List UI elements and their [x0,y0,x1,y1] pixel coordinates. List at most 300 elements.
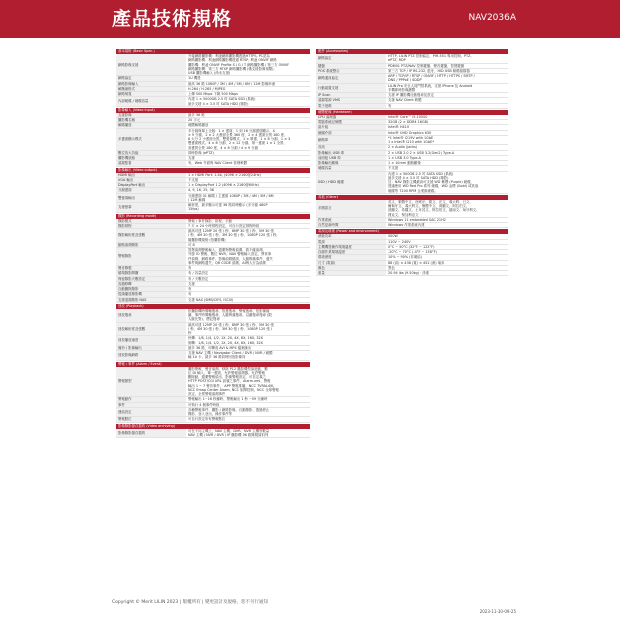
spec-value [186,323,310,336]
spec-label: 尺寸 (電源) [316,261,386,265]
spec-label: 網路協定 [316,54,386,63]
spec-row [116,323,310,337]
section-header: 其他 (Other) [316,195,508,200]
spec-value-line: 1 x Intel® I210 with 1GbE* [388,140,434,144]
spec-value-line: 警報輸出 1~16 秒鐘時、警報輸出 1 秒 ~59 分鐘時 [188,397,268,402]
spec-value-line: 雙畫面模式、4 × 8 分割、2 × 12 分割、第一畫面 1 × 1 全景、 [188,141,287,146]
section-header: 影像錄影儲存器的 (Video archiving) [116,424,310,429]
spec-value [186,178,310,182]
spec-value [386,115,508,119]
spec-label: 攝影機名稱 [116,118,186,122]
spec-value-line: / 秒、4M 30 張 / 秒、3M 30 張 / 秒、1080P 120 張 / [188,326,272,331]
spec-row [116,408,310,418]
spec-label: 錄影排程 [116,224,186,228]
section-header: 回放 (Playback) [116,304,310,309]
spec-label: 分割畫面 [116,188,186,192]
spec-label: 遠端電源 VMS [316,98,386,102]
model-number: NAV2036A [468,13,516,23]
spec-value-line: 件偵測、網路事件、影像偵測錯誤、人臉辨識事件、遺失 [188,256,273,261]
spec-value [386,255,508,259]
spec-label: 電子遊戲 [316,104,386,108]
spec-value [186,429,310,438]
spec-value [186,292,310,296]
spec-label: 聲音錄製 [116,266,186,270]
spec-row [116,97,310,107]
spec-value-line: 可 8 [188,242,195,247]
spec-label: HDMI 輸出 [116,173,186,177]
spec-label: 從頭播放錄影機 [116,292,186,296]
section-header: 電源及環境 (Power and environment) [316,229,508,234]
spec-value [386,125,508,129]
spec-value-line: 智慧偵測警報輸入、遺棄物警報偵測、我不確偵測、 [188,248,266,252]
spec-value [386,84,508,93]
spec-value-line: 1 × 10mm 動態顯像 [388,161,421,165]
spec-label: 影像輸出 USB 埠 [316,151,386,155]
footer-date: 2023-11-30-09-25 [479,609,516,614]
spec-value [386,151,508,155]
spec-label: 事件 [116,403,186,407]
spec-label: 網路影像輸入 [116,82,186,86]
spec-value [186,156,310,160]
spec-label: 主機機殼操作環境溫度 [316,245,386,249]
spec-value [386,250,508,254]
spec-value [186,243,310,247]
spec-value-line: 最多 36 路、可轉成 AVI & MP4 檔案匯出 [188,345,252,350]
spec-value-line: 秒 [188,331,192,335]
spec-label: 循環錄影開關 [116,271,186,275]
spec-value-line: 各種警報事件、攝影 / 網路影像、自動錄影、透過停止 [188,407,270,412]
spec-value-line: 攝影警報、聲音偵測、移除 P12 攝影機型偵遊動、數 [188,366,268,371]
spec-value-line: × 9 分割、2 × 2 大畫面全景 360 度、2 × 4 畫面全景 180 度、 [188,132,288,137]
spec-value-line: 可執行 4 個事件時段 [188,402,220,407]
spec-value [186,161,310,165]
spec-value-line: NAV 主機 / NVR / DVR / IP 攝影機 36 路錄製資料列 [188,432,269,437]
section-header: 警報 / 事件 (Alarm / Event) [116,362,310,367]
spec-value [386,271,508,275]
spec-column-right [316,48,508,276]
spec-row [116,194,310,204]
spec-label: 作業系統 [316,218,386,222]
spec-value-line: 1 × HDMI Port: 1.4b, (4096 × 2160@24Hz) [188,172,261,177]
spec-label: 消耗功率 [316,234,386,238]
spec-value-line: 110V ~ 240V [388,239,411,244]
spec-value-line: 輸出 1 ~ 7 聲音事件、 APP 警報推播、NCC TVRAL4/K, [188,383,275,388]
spec-value [186,82,310,86]
spec-row [316,74,508,84]
spec-value-line: 即時影像 (ePTZ) [188,150,214,155]
spec-value [186,113,310,117]
spec-value [386,266,508,270]
spec-value-line: 輸 1U 卡，最多 36 路同時回放影像同 [188,355,246,360]
spec-label: 解碼播放 [116,123,186,127]
spec-value [386,98,508,102]
spec-label: 影像輸出顯像 [316,161,386,165]
spec-value-line: 支援 NAV 主機 / Navigator Client / DVR / NVR / 硬體 [188,351,273,355]
spec-value-line: 葡萄牙文、義大利文、簡體中文、荷蘭文、阿拉伯文、 [388,204,470,208]
spec-value-line: 手機即時影像瀏覽 [388,87,416,92]
spec-value-line: 網路攝影機：第三方 RTSP 網路攝影機 (僅支援影像預覽), [188,66,275,71]
spec-value-line: HTTP POST/CGI URL 訊號之事件、Alarm.xml、警報 [188,379,271,384]
section-header: 硬體配備 (Hardware) [316,110,508,115]
spec-value-line: 10% ~ 90% (非凝結) [388,255,422,260]
spec-value-line: 20 字元 [188,118,201,122]
spec-label: 解壓縮格式 [116,87,186,91]
spec-label: 行動裝置支援 [316,84,386,93]
spec-value-line: 有 [388,103,392,108]
spec-label: VGA 輸出 [116,178,186,182]
spec-value [386,240,508,244]
spec-label: 遠端監看 [116,161,186,165]
spec-value-line: 位 DI 輸入、單一畫面、允許警報偵測器、允許警報 [188,370,265,375]
spec-value [386,223,508,227]
header-banner [0,0,620,38]
spec-value-line: 最多支援 4 × 3.5 吋 SATA HDD (錄影) [188,101,249,106]
spec-value-line: 第三方 TCP / IP RS-232, 藍牙，HID USB 條碼掃描器 [388,68,470,73]
section-header: 基本規格 (Basic Spec.) [116,49,310,54]
spec-label: 攝影機狀態 [116,156,186,160]
spec-label: 重量 [316,271,386,275]
spec-value-line: 500W [388,234,398,239]
section-header: 配件 (Accessories) [316,49,508,54]
spec-label: 存儲作業環境溫度 [316,250,386,254]
spec-label: 鍵盤 [316,64,386,68]
spec-row [316,54,508,64]
spec-value-line: 人臉比對)、標記搜尋 [188,317,220,322]
spec-label: 影像錄影儲存器的 [116,429,186,438]
spec-row [316,223,508,228]
spec-value [386,120,508,124]
spec-value-line: 20.94 lbs (9.50kg) · 淨重 [388,271,430,275]
spec-value [386,218,508,222]
spec-label: 電源 [316,240,386,244]
spec-value-line: 2 × USB 2.0 2 × USB 3.2(Gen2) Type-A [388,150,455,155]
spec-value-line: 上傳 500 Mbps 下載 500 Mbps [188,92,238,96]
spec-value-line: 32GB (2 × DDR4 16GB) [388,120,429,124]
spec-value [186,203,310,212]
spec-value-line: HTTP, LILIN PTZ 控制協定、PIH-551 專用控制、PTZ, [388,54,472,58]
spec-value-line: *1 Intel® I219V with 1GbE [388,135,434,140]
spec-value-line: 錄影、登入登出、操作事件等 [188,412,233,416]
spec-value [386,166,508,170]
spec-value-line: 可自行設定所有警報點位 [188,417,226,422]
spec-value-line: 設定、全景警報偵測事件 [188,392,226,396]
spec-value-line: Windows 作業系統內建 [388,223,425,227]
spec-label: 繪圖介面 [316,131,386,135]
spec-label: 前面板 USB 埠 [316,156,386,160]
spec-value [186,183,310,187]
spec-label: 音訊 [316,145,386,149]
spec-value [386,93,508,97]
spec-value [386,131,508,135]
spec-value-line: 最高可達 12MP 20 張 / 秒、8MP 30 張 / 秒、5M 30 張 [188,322,274,327]
spec-row [116,429,310,439]
spec-label: 顏色 [316,266,386,270]
spec-value-line: 英文、繁體中文、西班牙、德文、法文、義大利、日文、 [388,199,473,204]
spec-value [386,161,508,165]
spec-row [116,309,310,323]
spec-label: IP Scan [316,93,386,97]
spec-value-line: 網路攝影機：利凌網路攝影機透過 RTSP, 利凌 ONVIF 網路 [188,58,277,63]
spec-value-line: 支援 IP 攝影機自動搜尋及設定 [388,93,434,97]
spec-value-line: 黑色 [388,265,395,270]
spec-value-line: / 秒、4M 30 張 / 秒、3M 30 張 / 秒、1080P 120 張 / 秒， [188,233,280,238]
spec-value-line: ePTZ, RDP [388,58,406,63]
spec-label: 警報動作 [116,397,186,401]
spec-value-line: 4, 9, 16, 25, 36 [188,188,214,193]
spec-value [186,346,310,350]
spec-label: 容錯移轉 [116,282,186,286]
spec-value [186,282,310,286]
spec-value-line: 刪除動、遺棄警報偵出、影像警報設定、可自定義之 [188,375,266,379]
spec-row [316,172,508,194]
spec-value-line: 1 × DisplayPort 1.2 (4096 × 2160@60Hz) [188,183,259,187]
spec-label: 錄影模式 [116,219,186,223]
section-header: 影像輸出 (Video output) [116,168,310,173]
spec-value-line: 捷克文、保加利亞文 [388,212,419,217]
spec-value-line: 硬碟等 7200 RPM 企業級硬碟。 [388,188,438,193]
spec-row [116,203,310,213]
spec-value [186,298,310,302]
spec-label: POS 系統整合 [316,69,386,73]
spec-value-line: LILIN Pro 安全人員門禁系統，支援 iPhone 及 Android [388,83,473,88]
spec-label: 數位放大功能 [116,151,186,155]
spec-value [186,188,310,192]
spec-value-line: 倒轉：1/8, 1/4, 1/2, 1X, 2X, 4X, 8X, 16X, 32X [188,340,263,345]
spec-row [116,248,310,266]
spec-value [186,173,310,177]
spec-value [186,219,310,223]
spec-value [186,97,310,106]
spec-value [186,367,310,397]
section-header: 錄影 (Recording mode) [116,214,310,219]
spec-row [316,104,508,109]
spec-value [386,200,508,217]
spec-value [186,129,310,150]
spec-label: 保留錄影天數設定 [116,277,186,281]
spec-value-line: 外掛 IO 警報、數位 NVR、NAV 警報輸入設定、異常事 [188,252,272,257]
spec-value [386,145,508,149]
spec-value [186,123,310,127]
spec-value-line: H.264 / H.265 / MJPEG [188,86,226,91]
spec-label: 備份 / 影像輸出 [116,346,186,350]
spec-value [186,271,310,275]
spec-value-line: / 12M 解碼 [188,197,206,202]
spec-row [116,336,310,346]
spec-value-line: 硬體解碼播放 [188,123,209,128]
spec-value [186,417,310,421]
spec-value-line: 外接網路攝影機：利凌網路攝影機透過HTTPS, PC認為 [188,54,270,58]
spec-label: 回放解析度及張數 [116,323,186,336]
spec-value [386,104,508,108]
spec-label: 網路協定 [116,76,186,80]
spec-value-line: 支援 [188,156,195,160]
spec-label: 晶片組 [316,125,386,129]
spec-value [186,229,310,242]
spec-value-line: 攝影機：利凌 ONVIF Profile S / G / T 網路攝影機 / 第三方 ONVIF [188,62,290,67]
spec-value [186,336,310,345]
spec-value [386,172,508,193]
spec-value-line: 事件與網路遺失、QR CODE 偵測、AI辨人行為偵測 [188,260,266,265]
spec-value [186,76,310,80]
spec-label: 網路埠 [316,136,386,145]
spec-label: 支援遠端錄影 NAS [116,298,186,302]
spec-label: 警報點位 [116,417,186,421]
spec-label: DisplayPort 輸出 [116,183,186,187]
spec-value [386,74,508,83]
spec-value-line: 註：NAV 錄影主機最高可支援 WD 紫標 (Purple) 硬碟， [388,180,474,184]
spec-value-line: Intel® Core™ i5-10500 [388,114,428,119]
spec-label: 動態偵測錄影 [116,243,186,247]
spec-value-line: Intel® H410 [388,125,409,130]
spec-value-line: 最多支援 4 × 3.5 吋 SATA HDD (錄影) [388,175,449,180]
spec-value [386,69,508,73]
spec-value [186,118,310,122]
spec-value [186,151,310,155]
spec-value-line: 隨攝影機規格 (依攝影機) [188,237,226,242]
spec-label: 多畫面顯示模式 [116,129,186,150]
spec-value [186,54,310,75]
spec-row [316,136,508,146]
spec-value-line: 有 / 容量設定 [188,271,209,276]
spec-value-line: 高畫質全景 180 度、4 × 8 分割 / 4 × 9 分割 [188,145,258,150]
spec-value-line: 有 [188,266,192,270]
spec-label: CPU 處理器 [316,115,386,119]
spec-value-line: PDM01 PTZ/NAV 控制鍵盤、聲音鍵盤、智慧鍵盤 [388,63,465,68]
spec-value-line: 最多 36 路 [188,112,205,117]
spec-value [186,224,310,228]
spec-row [116,54,310,76]
spec-label: 多國語言 [316,200,386,217]
spec-value-line: DNS / PPPoE / SDDP [388,78,422,83]
spec-value-line: 15fps) [188,207,199,212]
page-title: 產品技術規格 [112,8,233,30]
spec-value [186,248,310,265]
spec-value-line: 不支援 [188,177,199,182]
spec-label: 網路頻寬 [116,92,186,96]
spec-value-line: 不支援 [388,166,399,171]
spec-value-line: NCC Emap Center Alarm, NCC 矩陣控制、NCC 全球警報 [188,387,279,392]
spec-label: 連結設定 [116,408,186,417]
spec-value-line: 88 (高) × 438 (寬) × 452 (深) 毫米 [388,260,445,265]
spec-row [316,84,508,94]
spec-value-line: 支援 NAV Client 軟體 [388,98,422,103]
spec-value-line: USB 攝影機輸入 (尚未支援) [188,71,231,75]
spec-value-line: 2 × Audio (jacks) [388,145,418,150]
spec-label: 雙螢幕輸出 [116,194,186,203]
spec-label: 支援影像 [116,113,186,117]
spec-value-line: 最高 36 路 1080P / 3M / 4M / 5M / 6M / 12M 影像串流 [188,81,276,86]
spec-value-line: 有 / 天數設定 [188,276,209,281]
spec-value-line: 圖、事件時間軸搜尋、人臉辨識搜尋、以圖搜尋搜尋 (限 [188,313,272,317]
spec-value [186,397,310,401]
spec-row [116,417,310,422]
spec-value-line: 最高可達 12MP 20 張 / 秒、8MP 30 張 / 秒、5M 30 張 [188,229,274,233]
spec-value-line: 6 大分 2 小畫面全景、雙螢幕模式、1 × 單畫、1 × 8 分割、1 × 3 [188,137,291,141]
spec-value-line: 警報 / 事件錄影、排程、手動 [188,218,232,223]
spec-value [386,64,508,68]
spec-value-line: 支援 [188,281,195,286]
spec-value [186,403,310,407]
spec-value-line: 快轉：1/8, 1/4, 1/2, 1X, 2X, 4X, 8X, 16X, 32X [188,336,263,341]
spec-value [186,266,310,270]
spec-label: 回放搜尋 [116,309,186,322]
spec-value-line: 多分割與單上全版：1 × 畫面、1 到 16 分割畫面顯示、4 [188,128,275,133]
spec-value [186,87,310,91]
spec-label: 硬碟容量 [316,166,386,170]
spec-value-line: 依攝影機時間軸搜尋、智慧搜尋、警報搜尋、依影像縮 [188,308,270,313]
spec-value-line: 內建 1 × 500GB 2.5 吋 SATA SSD (系統) [388,171,454,176]
spec-label: 警報錄影 [116,248,186,265]
spec-value-line: 可在不同主機上、NAV 主機、DVR、NVR 主機等數量 [188,428,270,433]
spec-value [186,277,310,281]
spec-row [316,271,508,276]
spec-value [186,309,310,322]
spec-label: SSD / HDD 硬碟 [316,172,386,193]
spec-label: 電腦系統記憶體 [316,120,386,124]
spec-label: 自然更新時間 [316,223,386,227]
spec-value [186,408,310,417]
spec-value-line: 支援 NAS (SMB/CIFS, iSCSI) [188,297,234,302]
spec-column-left [116,48,310,438]
spec-label: 自動刪除錄影 [116,287,186,291]
spec-row [116,229,310,243]
spec-value-line: -20°C ~ 70°C (-4°F ~ 158°F) [388,250,437,254]
spec-value-line: 建議使用 WD Red Pro 系列 硬碟，WD 金標 (Gold) 或其他 [388,184,479,189]
spec-row [116,161,310,166]
spec-value [386,234,508,238]
spec-label: 錄影解析度及張數 [116,229,186,242]
spec-value-line: 0°C ~ 50°C (32°F ~ 122°F) [388,244,435,249]
spec-value-line: 解析度，最多顯示可達 36 路同時顯示 (多分割 480P [188,203,268,207]
spec-value-line: Intel® UHD Graphics 630 [388,130,432,135]
spec-value-line: 7 天 × 24 小時排程設定，可自行設定排程時段 [188,223,260,228]
spec-label: 內部硬碟 / 硬碟容量 [116,97,186,106]
spec-label: 回放影像網路 [116,351,186,360]
spec-row [116,298,310,303]
spec-value [186,287,310,291]
spec-value [386,54,508,63]
spec-value [386,261,508,265]
spec-row [116,367,310,398]
spec-value [186,92,310,96]
spec-label: 網路影像支援 [116,54,186,75]
spec-value-line: 有 [188,292,192,297]
spec-value-line: Windows 11 embedded SAC 21H2 [388,217,446,222]
spec-label: 環境溼度 [316,255,386,259]
spec-value [386,245,508,249]
spec-label: 警報類型 [116,367,186,397]
spec-value-line: 有，Web 介面與 NAV Client 管理軟體 [188,161,247,166]
spec-label: 網路通訊協定 [316,74,386,83]
spec-value-line: 波蘭文、希臘文、土耳其文、阿拉伯文、越南文、匈牙利文、 [388,208,480,213]
section-header: 影像輸入 (Video Input) [116,108,310,113]
spec-value-line: 有 [188,287,192,291]
spec-value-line: 1 × USB 3.0 Type-A [388,155,421,160]
spec-value [386,156,508,160]
spec-row [316,200,508,218]
spec-value-line: 內建 1 × 5000GB 2.5 吋 SATA SSD (系統) [188,97,256,102]
spec-value-line: 1U 機殼 [188,76,201,81]
spec-value-line: ARP / TCP/IP / RTSP / ONVIF / HTTP / HTTPS / SMTP / [388,74,475,78]
spec-value [186,194,310,203]
spec-value [186,351,310,360]
spec-value-line: 分割畫面 01 解碼 / 主畫面 1080P / 3M / 4M / 5M / 6M [188,193,274,198]
spec-value [386,136,508,145]
footer-copyright: Copyright © Merit LILIN 2023 | 版權所有 | 變更設計及規格，恕不另行通知 [112,600,268,605]
spec-label: 回放播放速度 [116,336,186,345]
spec-label: 支援螢幕 [116,203,186,212]
spec-row [116,351,310,361]
